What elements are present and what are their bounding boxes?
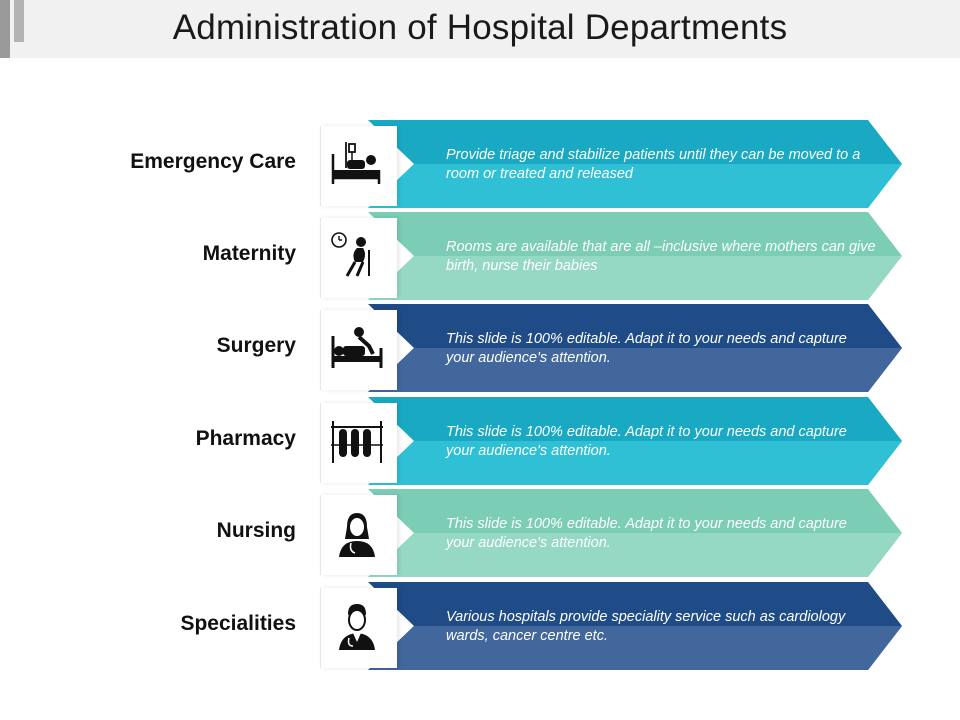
department-row-specialities xyxy=(0,582,960,670)
page-title: Administration of Hospital Departments xyxy=(172,8,788,47)
nurse-icon xyxy=(320,495,397,575)
hospital-bed-iv-icon xyxy=(320,126,397,206)
department-label: Surgery xyxy=(216,334,296,357)
department-description: Rooms are available that are all –inclusive where mothers can give birth, nurse their babies xyxy=(446,239,876,274)
test-tubes-icon xyxy=(320,403,397,483)
pregnant-woman-clock-icon xyxy=(320,218,397,298)
department-label: Pharmacy xyxy=(195,427,296,450)
department-row-maternity xyxy=(0,212,960,300)
department-row-emergency-care xyxy=(0,120,960,208)
department-description: This slide is 100% editable. Adapt it to your needs and capture your audience's attention. xyxy=(446,424,847,459)
doctor-icon xyxy=(320,588,397,668)
department-row-surgery xyxy=(0,304,960,392)
department-row-pharmacy xyxy=(0,397,960,485)
department-label: Nursing xyxy=(216,519,296,542)
department-description: Various hospitals provide speciality service such as cardiology wards, cancer centre etc. xyxy=(446,609,846,644)
department-label: Maternity xyxy=(202,242,296,265)
department-description: This slide is 100% editable. Adapt it to your needs and capture your audience's attention. xyxy=(446,331,847,366)
department-description: Provide triage and stabilize patients until they can be moved to a room or treated and released xyxy=(446,147,861,182)
department-label: Specialities xyxy=(180,612,296,635)
department-description: This slide is 100% editable. Adapt it to your needs and capture your audience's attention. xyxy=(446,516,847,551)
patient-bed-icon xyxy=(320,310,397,390)
department-row-nursing xyxy=(0,489,960,577)
department-label: Emergency Care xyxy=(130,150,296,173)
